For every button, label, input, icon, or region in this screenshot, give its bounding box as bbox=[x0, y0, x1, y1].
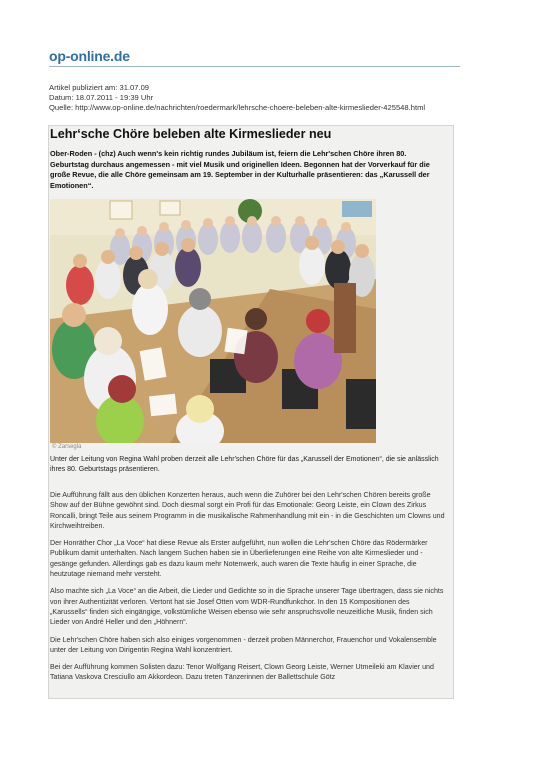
article-headline: Lehr‘sche Chöre beleben alte Kirmeslieder neu bbox=[50, 127, 332, 141]
photo-credit: © Zarsegla bbox=[52, 444, 82, 450]
published-date: Artikel publiziert am: 31.07.09 bbox=[49, 83, 150, 92]
article-lead: Ober-Roden - (chz) Auch wenn's kein richtig rundes Jubiläum ist, feiern die Lehr'schen Chöre ihren 80. Geburtstag durchaus angemessen - mit viel Musik und originellen Ideen. Begonnen hat der Vorverkauf für die große Revue, die alle Chöre gemeinsam am 19. September in der Kulturhalle präsentieren: das „Karussell der Emotionen“. bbox=[50, 149, 430, 190]
body-paragraph: Die Lehr'schen Chöre haben sich also einiges vorgenommen - derzeit proben Männerchor, Frauenchor und Vokalensemble unter der Leitung von Dirigentin Regina Wahl konzentriert. bbox=[50, 635, 437, 654]
body-paragraph: Bei der Aufführung kommen Solisten dazu: Tenor Wolfgang Reisert, Clown Georg Leiste, Werner Utmeileki am Klavier und Tatiana Vaskova Cresciullo am Akkordeon. Dazu treten Tänzerinnen der Ballettschule Götz bbox=[50, 663, 434, 682]
body-paragraph: Die Aufführung fällt aus den üblichen Konzerten heraus, auch wenn die Zuhörer bei den Lehr'schen Chören bereits große Show auf der Bühne gewöhnt sind. Doch diesmal sorgt ein Profi für das Emotionale: Georg Leiste, ein Clown des Zirkus Roncalli, bringt Teile aus seinem Programm in die musikalische Rahmenhandlung mit ein - in die Geschichten um Clowns und Kirchweihtreiben. bbox=[50, 491, 445, 530]
article-body bbox=[50, 490, 448, 690]
retrieved-date: Datum: 18.07.2011 - 19:39 Uhr bbox=[49, 93, 154, 102]
source-url[interactable]: Quelle: http://www.op-online.de/nachrichten/roedermark/lehrsche-choere-beleben-alte-kirmeslieder-425548.html bbox=[49, 103, 426, 112]
article-photo bbox=[50, 199, 376, 443]
header-divider bbox=[49, 66, 460, 67]
body-paragraph: Also machte sich „La Voce“ an die Arbeit, die Lieder und Gedichte so in die Sprache unserer Tage übertragen, dass sie nichts von ihrer Authentizität verloren. Vertont hat sie Josef Otten vom WDR-Rundfunkchor. In den 15 Kompositionen des „Karussells“ finden sich eingängige, volkstümliche Weisen ebenso wie sehr anspruchsvolle neuzeitliche Musik, finden sich Lieder von André Heller und den „Höhnern“. bbox=[50, 587, 444, 627]
site-logo[interactable]: op-online.de bbox=[49, 48, 130, 64]
body-paragraph: Der Honräther Chor „La Voce“ hat diese Revue als Erster aufgeführt, nun wollen die Lehr'schen Chöre das Rödermärker Publikum damit unterhalten. Nach langem Suchen haben sie in Überlieferungen eine Reihe von alte Kirmeslieder und -gesänge gefunden. Allerdings gab es dazu kaum mehr Notenwerk, auch waren die Texte häufig in einer Sprache, die heutzutage niemand mehr versteht. bbox=[50, 539, 428, 579]
article-meta bbox=[49, 83, 425, 113]
photo-caption: Unter der Leitung von Regina Wahl proben derzeit alle Lehr'schen Chöre für das „Karussell der Emotionen“, die sie anlässlich ihres 80. Geburtstags präsentieren. bbox=[50, 456, 439, 473]
